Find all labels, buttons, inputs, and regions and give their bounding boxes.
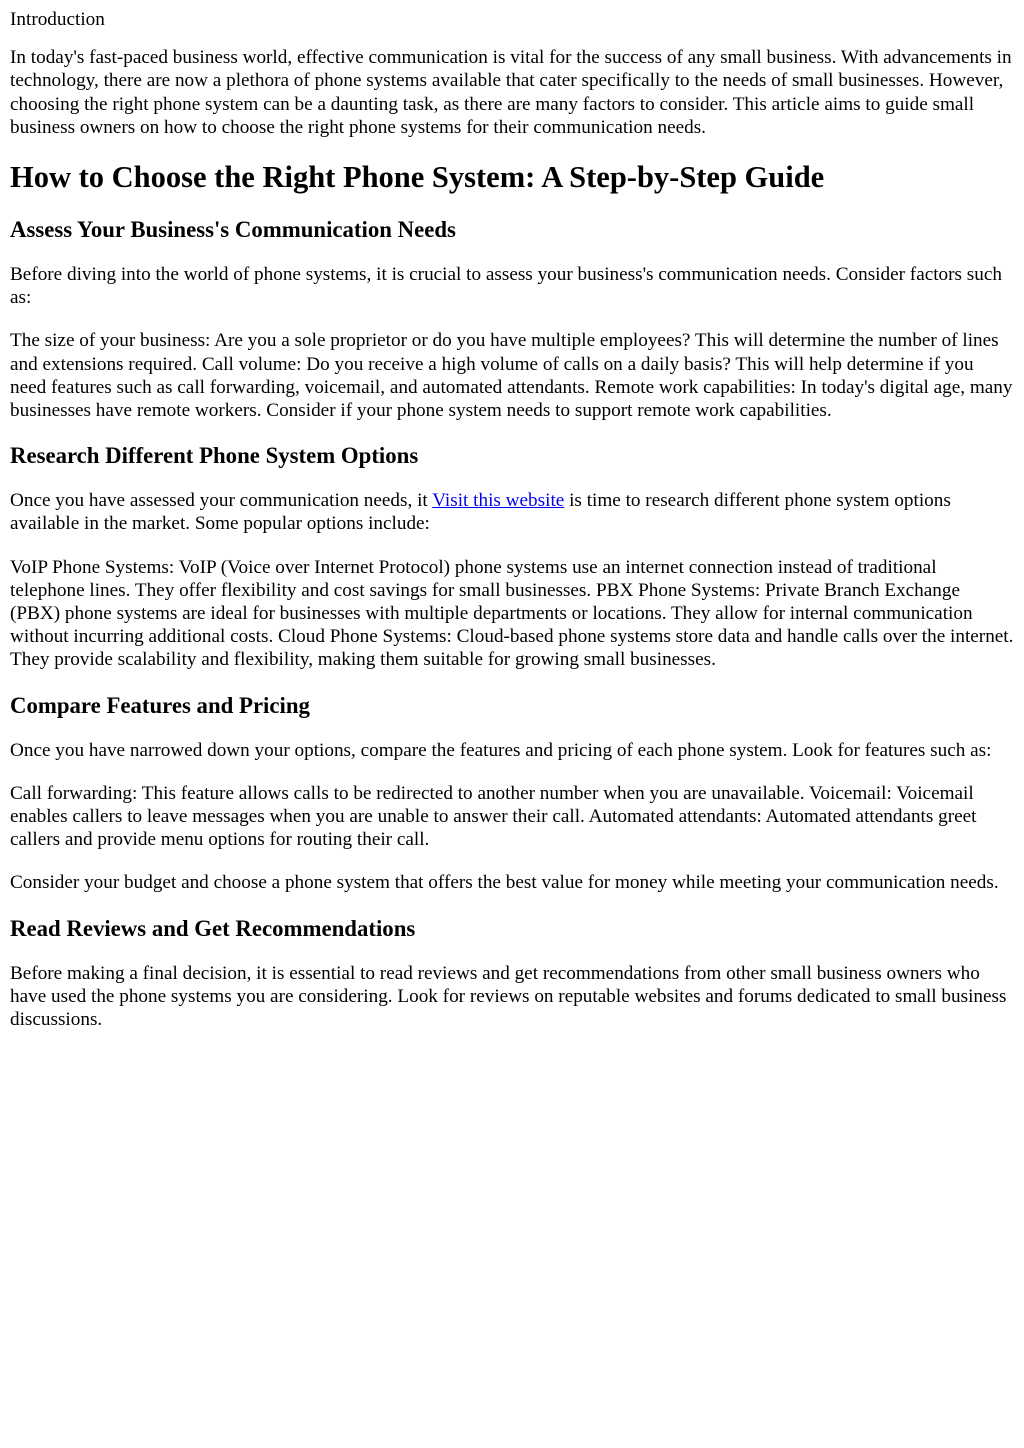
- intro-paragraph: In today's fast-paced business world, effective communication is vital for the success of any small business. With advancements in technology, there are now a plethora of phone systems available that cater specifically to the needs of small businesses. However, choosing the right phone system can be a daunting task, as there are many factors to consider. This article aims to guide small business owners on how to choose the right phone systems for their communication needs.: [10, 47, 1012, 138]
- section-paragraph: VoIP Phone Systems: VoIP (Voice over Internet Protocol) phone systems use an internet connection instead of traditional telephone lines. They offer flexibility and cost savings for small businesses. PBX Phone Systems: Private Branch Exchange (PBX) phone systems are ideal for businesses with multiple departments or locations. They allow for internal communication without incurring additional costs. Cloud Phone Systems: Cloud-based phone systems store data and handle calls over the internet. They provide scalability and flexibility, making them suitable for growing small businesses.: [10, 556, 1014, 671]
- link-paragraph-after: is time to research different phone system options available in the market. Some popular options include:: [10, 490, 951, 535]
- section-paragraph: Before diving into the world of phone systems, it is crucial to assess your business's communication needs. Consider factors such as:: [10, 264, 1002, 309]
- section-heading: Read Reviews and Get Recommendations: [10, 915, 416, 941]
- section-read-reviews: [10, 915, 1014, 1032]
- section-heading: Compare Features and Pricing: [10, 692, 310, 718]
- section-assess-needs: [10, 216, 1014, 422]
- intro-label: Introduction: [10, 9, 105, 30]
- section-paragraph: Consider your budget and choose a phone system that offers the best value for money while meeting your communication needs.: [10, 872, 999, 894]
- section-paragraph: Call forwarding: This feature allows calls to be redirected to another number when you are unavailable. Voicemail: Voicemail enables callers to leave messages when you are unable to answer their call. Automated attendants: Automated attendants greet callers and provide menu options for routing their call.: [10, 782, 977, 851]
- link-paragraph-before: Once you have assessed your communication needs, it: [10, 490, 433, 512]
- section-paragraph: Once you have narrowed down your options, compare the features and pricing of each phone system. Look for features such as:: [10, 739, 992, 761]
- visit-website-link[interactable]: Visit this website: [432, 490, 565, 512]
- section-paragraph-with-link: [10, 489, 1014, 535]
- section-compare-features: [10, 692, 1014, 895]
- section-heading: Assess Your Business's Communication Needs: [10, 217, 456, 243]
- section-paragraph: The size of your business: Are you a sole proprietor or do you have multiple employees? This will determine the number of lines and extensions required. Call volume: Do you receive a high volume of calls on a daily basis? This will help determine if you need features such as call forwarding, voicemail, and automated attendants. Remote work capabilities: In today's digital age, many businesses have remote workers. Consider if your phone system needs to support remote work capabilities.: [10, 330, 1013, 422]
- section-research-options: [10, 442, 1014, 671]
- section-heading: Research Different Phone System Options: [10, 443, 419, 469]
- section-paragraph: Before making a final decision, it is essential to read reviews and get recommendations from other small business owners who have used the phone systems you are considering. Look for reviews on reputable websites and forums dedicated to small business discussions.: [10, 962, 1007, 1031]
- page-title: How to Choose the Right Phone System: A Step-by-Step Guide: [10, 160, 825, 195]
